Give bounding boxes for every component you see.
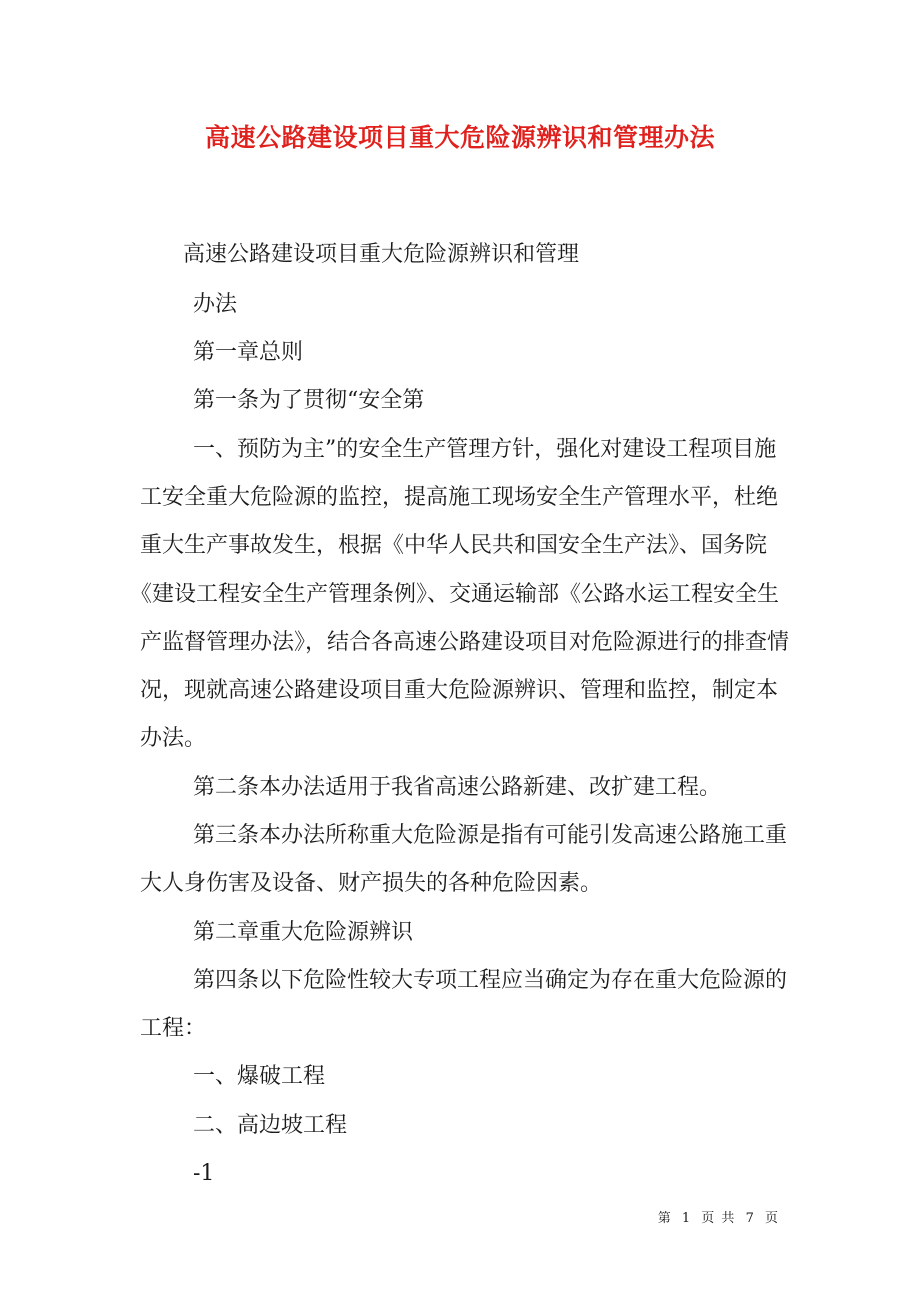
body-line: 办法。 [140,726,207,751]
body-line: 《建设工程安全生产管理条例》、交通运输部《公路水运工程安全生 [130,582,780,607]
body-line: 大人身伤害及设备、财产损失的各种危险因素。 [140,871,603,896]
body-line: 工程： [140,1016,207,1041]
body-line: 第一条为了贯彻“安全第 [193,388,425,413]
inline-page-number: -1 [193,1161,215,1186]
footer-current-page: 1 [681,1211,691,1226]
list-item: 二、高边坡工程 [193,1113,348,1138]
body-line: 高速公路建设项目重大危险源辨识和管理 [183,242,580,267]
body-line: 第四条以下危险性较大专项工程应当确定为存在重大危险源的 [193,968,788,993]
chapter-heading: 第一章总则 [193,340,304,365]
page-footer [656,1207,780,1226]
body-line: 工安全重大危险源的监控，提高施工现场安全生产管理水平，杜绝 [140,485,779,510]
body-line: 办法 [193,292,238,317]
body-line: 一、预防为主”的安全生产管理方针，强化对建设工程项目施 [193,437,777,462]
body-line: 第三条本办法所称重大危险源是指有可能引发高速公路施工重 [193,823,788,848]
footer-suffix: 页 [764,1211,778,1226]
footer-prefix: 第 [657,1211,671,1226]
body-line: 况，现就高速公路建设项目重大危险源辨识、管理和监控，制定本 [140,678,779,703]
body-line: 重大生产事故发生，根据《中华人民共和国安全生产法》、国务院 [140,533,768,558]
list-item: 一、爆破工程 [193,1064,326,1089]
document-title: 高速公路建设项目重大危险源辨识和管理办法 [204,123,715,152]
footer-total-pages: 7 [745,1211,754,1226]
chapter-heading: 第二章重大危险源辨识 [193,920,414,945]
footer-middle: 页 共 [701,1211,735,1226]
body-line: 产监督管理办法》，结合各高速公路建设项目对危险源进行的排查情 [140,630,790,655]
body-line: 第二条本办法适用于我省高速公路新建、改扩建工程。 [193,775,722,800]
